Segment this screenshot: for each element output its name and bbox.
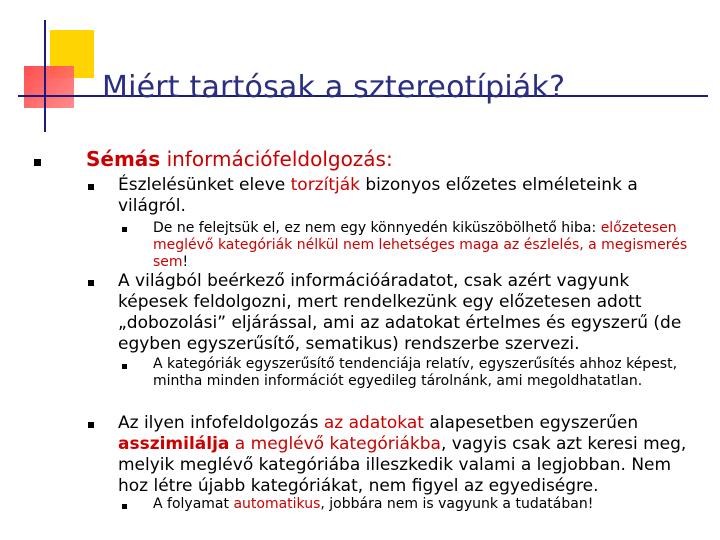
- item-perception-sub: [153, 220, 708, 271]
- item1-sub-highlight: előzetesen meglévő kategóriák nélkül nem lehetséges maga az észlelés, a megismerés sem: [153, 220, 688, 270]
- item-assimilation: [118, 413, 703, 497]
- item-information-flow-sub: A kategóriák egyszerűsítő tendenciája relatív, egyszerűsítés ahhoz képest, mintha minden információt egyedileg tárolnánk, ami megoldhatatlan.: [153, 356, 678, 389]
- bullet-square: [88, 280, 94, 286]
- item3-sub-text-a: A folyamat: [153, 496, 234, 512]
- bullet-square: [122, 504, 127, 509]
- bullet-square: [88, 422, 94, 428]
- item-assimilation-sub: [153, 496, 698, 513]
- schema-term-rest: információfeldolgozás:: [160, 147, 393, 171]
- bullet-square: [34, 159, 41, 166]
- item3-highlight-data: az adatokat: [323, 413, 424, 433]
- item3-text-c: , vagyis csak azt keresi meg, melyik meglévő kategóriába illeszkedik valami a legjobban. Nem hoz létre újabb kategóriákat, nem figyel az egyediségre.: [118, 434, 687, 496]
- bullet-square: [122, 364, 127, 369]
- schema-term: Sémás: [86, 147, 161, 171]
- item3-sub-highlight: automatikus: [233, 496, 321, 512]
- level1-heading: [86, 147, 393, 171]
- slide-title: Miért tartósak a sztereotípiák?: [102, 70, 566, 105]
- item3-text-b: alapesetben egyszerűen: [423, 413, 639, 433]
- decor-red-square-shade: [24, 66, 74, 108]
- item3-text-a: Az ilyen infofeldolgozás: [118, 413, 324, 433]
- bullet-square: [88, 184, 94, 190]
- item3-highlight-assimilate: asszimilálja: [118, 434, 230, 454]
- item3-highlight-categories: a meglévő kategóriákba: [229, 434, 441, 454]
- item1-highlight: torzítják: [290, 175, 360, 195]
- bullet-square: [122, 227, 127, 232]
- item3-sub-text-b: , jobbára nem is vagyunk a tudatában!: [320, 496, 594, 512]
- item1-text-a: Észlelésünket eleve: [118, 175, 291, 195]
- item-perception: [118, 175, 698, 217]
- item1-sub-text: De ne felejtsük el, ez nem egy könnyedén kiküszöbölhető hiba:: [153, 220, 601, 236]
- decor-vertical-rule: [44, 20, 46, 132]
- item1-sub-exclaim: !: [182, 254, 189, 270]
- item1-text-b: bizonyos előzetes elméleteink a világról.: [118, 175, 638, 216]
- item-information-flow: A világból beérkező információáradatot, csak azért vagyunk képesek feldolgozni, mert rendelkezünk egy előzetesen adott „dobozolási” eljárással, ami az adatokat értelmes és egyszerű (de egyben egyszerűsítő, sematikus) rendszerbe szervezi.: [118, 271, 682, 354]
